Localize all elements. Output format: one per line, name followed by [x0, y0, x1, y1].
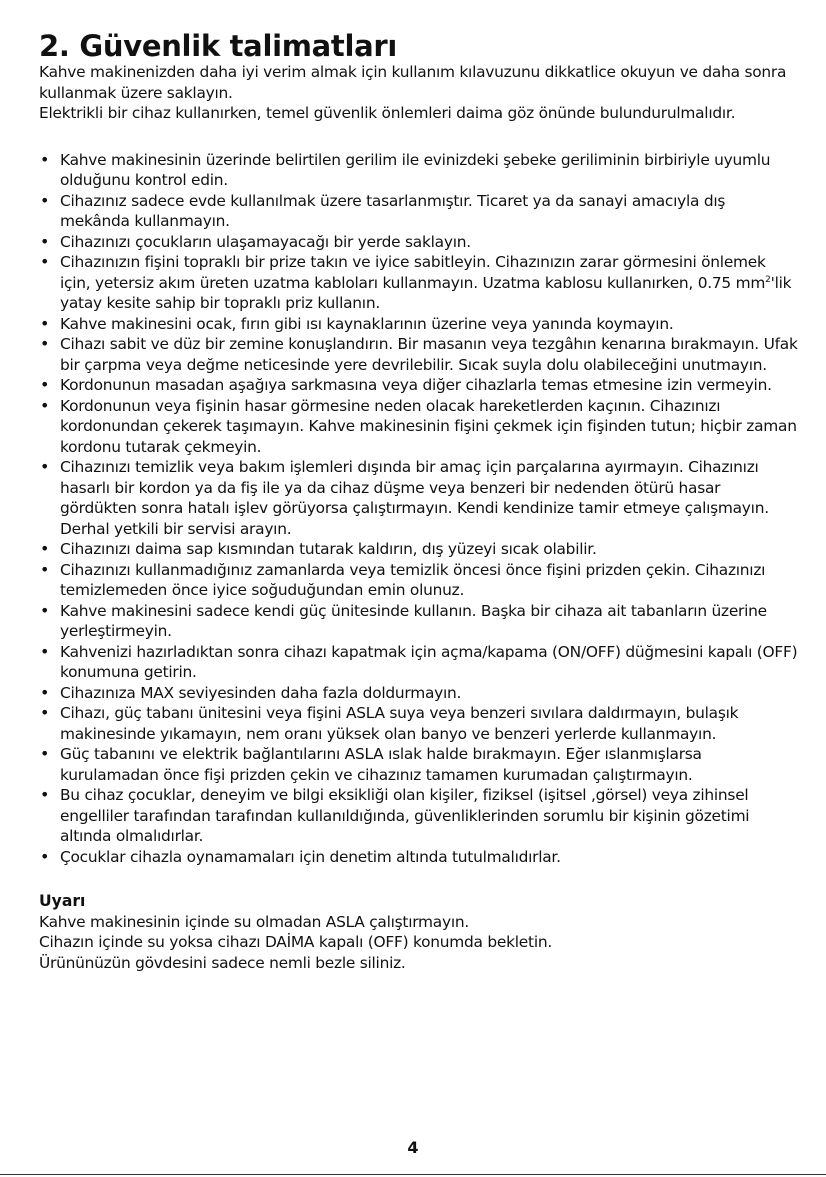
safety-rule: • Kahvenizi hazırladıktan sonra cihazı kapatmak için açma/kapama (ON/OFF) düğmesini kapalı (OFF) konumuna getirin.	[39, 642, 799, 683]
footer-divider	[0, 1174, 826, 1175]
manual-page	[39, 30, 799, 973]
safety-rule: • Cihazınız sadece evde kullanılmak üzere tasarlanmıştır. Ticaret ya da sanayi amacıyla dış mekânda kullanmayın.	[39, 191, 799, 232]
safety-rule: • Bu cihaz çocuklar, deneyim ve bilgi eksikliği olan kişiler, fiziksel (işitsel ,görsel) veya zihinsel engelliler tarafından tarafından kullanıldığında, güvenliklerinden sorumlu bir kişinin gözetimi altında olmalıdırlar.	[39, 785, 799, 847]
safety-rules-list	[39, 150, 799, 868]
safety-rule: • Güç tabanını ve elektrik bağlantılarını ASLA ıslak halde bırakmayın. Eğer ıslanmışlarsa kurulamadan önce fişi prizden çekin ve cihazınız tamamen kurumadan çalıştırmayın.	[39, 744, 799, 785]
safety-rule: • Kordonunun masadan aşağıya sarkmasına veya diğer cihazlarla temas etmesine izin vermeyin.	[39, 375, 799, 396]
safety-rule: • Cihazınızı temizlik veya bakım işlemleri dışında bir amaç için parçalarına ayırmayın. Cihazınızı hasarlı bir kordon ya da fiş ile ya da cihaz düşme veya benzeri bir nedenden ötürü hasar gördükten sonra hatalı işlev görüyorsa çalıştırmayın. Kendi kendinize tamir etmeye çalışmayın. Derhal yetkili bir servisi arayın.	[39, 457, 799, 539]
warning-line: Kahve makinesinin içinde su olmadan ASLA çalıştırmayın.	[39, 912, 469, 931]
warning-line: Cihazın içinde su yoksa cihazı DAİMA kapalı (OFF) konumda bekletin.	[39, 933, 552, 951]
superscript-two: 2	[765, 274, 771, 285]
warning-block	[39, 891, 799, 973]
intro-block	[39, 62, 799, 124]
safety-rule: • Cihazınızı kullanmadığınız zamanlarda veya temizlik öncesi önce fişini prizden çekin. Cihazınızı temizlemeden önce iyice soğuduğundan emin olunuz.	[39, 560, 799, 601]
warning-line: Ürününüzün gövdesini sadece nemli bezle siliniz.	[39, 953, 406, 972]
safety-rule: • Cihazı sabit ve düz bir zemine konuşlandırın. Bir masanın veya tezgâhın kenarına bırakmayın. Ufak bir çarpma veya değme neticesinde yere devrilebilir. Sıcak suyla dolu olabileceğini unutmayın.	[39, 334, 799, 375]
safety-rule: • Cihazınızı çocukların ulaşamayacağı bir yerde saklayın.	[39, 232, 799, 253]
warning-heading: Uyarı	[39, 892, 86, 910]
safety-rule: • Kahve makinesinin üzerinde belirtilen gerilim ile evinizdeki şebeke geriliminin birbiriyle uyumlu olduğunu kontrol edin.	[39, 150, 799, 191]
safety-rule: • Cihazınızı daima sap kısmından tutarak kaldırın, dış yüzeyi sıcak olabilir.	[39, 539, 799, 560]
safety-rule: • Çocuklar cihazla oynamamaları için denetim altında tutulmalıdırlar.	[39, 847, 799, 868]
intro-paragraph: Kahve makinenizden daha iyi verim almak için kullanım kılavuzunu dikkatlice okuyun ve daha sonra kullanmak üzere saklayın.	[39, 63, 787, 102]
safety-rule: • Kordonunun veya fişinin hasar görmesine neden olacak hareketlerden kaçının. Cihazınızı kordonundan çekerek taşımayın. Kahve makinesinin fişini çekmek için fişinden tutun; hiçbir zaman kordonu tutarak çekmeyin.	[39, 396, 799, 458]
safety-rule: • Kahve makinesini sadece kendi güç ünitesinde kullanın. Başka bir cihaza ait tabanların üzerine yerleştirmeyin.	[39, 601, 799, 642]
safety-rule: • Kahve makinesini ocak, fırın gibi ısı kaynaklarının üzerine veya yanında koymayın.	[39, 314, 799, 335]
safety-rule: • Cihazınıza MAX seviyesinden daha fazla doldurmayın.	[39, 683, 799, 704]
section-title: 2. Güvenlik talimatları	[39, 29, 398, 63]
intro-paragraph: Elektrikli bir cihaz kullanırken, temel güvenlik önlemleri daima göz önünde bulundurulmalıdır.	[39, 104, 736, 122]
safety-rule: • Cihazı, güç tabanı ünitesini veya fişini ASLA suya veya benzeri sıvılara daldırmayın, bulaşık makinesinde yıkamayın, nem oranı yüksek olan banyo ve benzeri yerlerde kullanmayın.	[39, 703, 799, 744]
safety-rule: • Cihazınızın fişini topraklı bir prize takın ve iyice sabitleyin. Cihazınızın zarar görmesini önlemek için, yetersiz akım üreten uzatma kabloları kullanmayın. Uzatma kablosu kullanırken, 0.75 $mm^2'lik$ yatay kesite sahip bir topraklı priz kullanın.	[39, 252, 799, 314]
page-number: 4	[407, 1138, 419, 1157]
